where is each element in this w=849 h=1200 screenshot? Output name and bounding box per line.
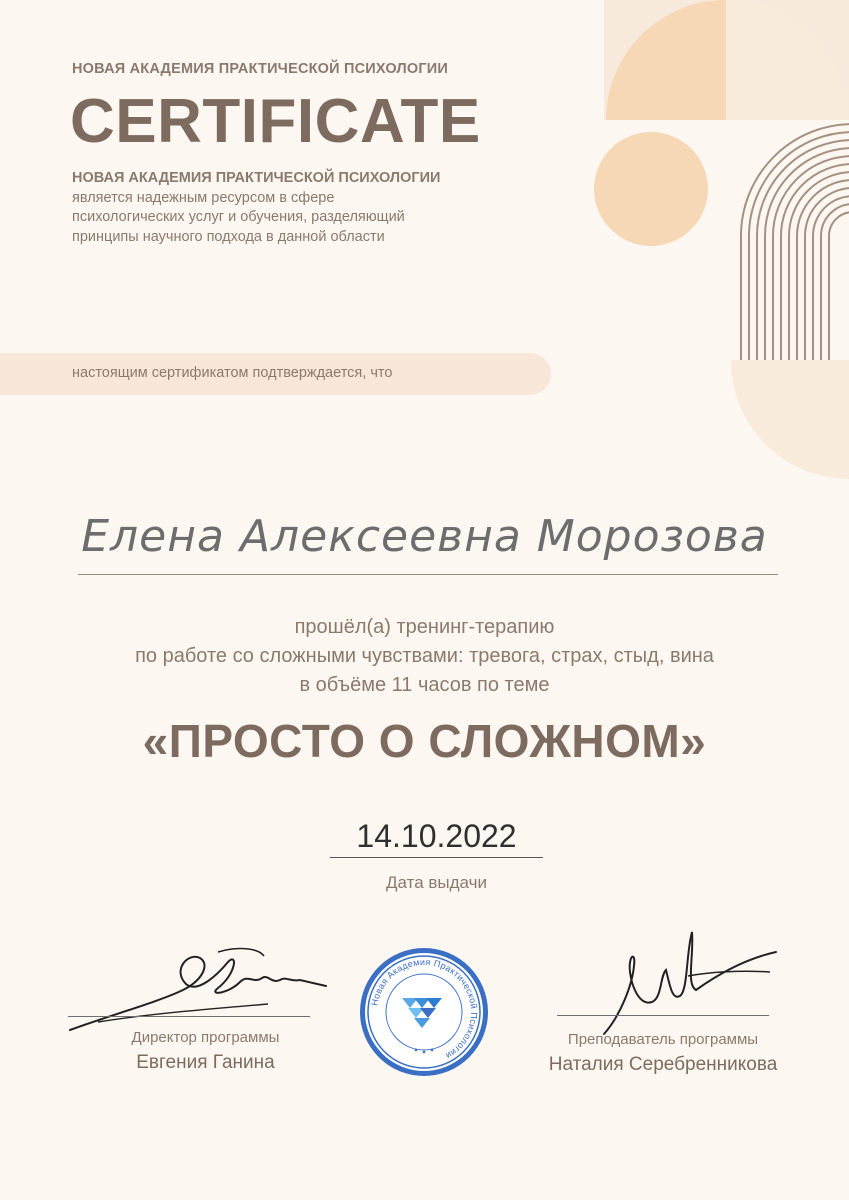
teacher-role: Преподаватель программы xyxy=(567,1031,759,1048)
certificate-title: CERTIFICATE xyxy=(70,87,481,156)
director-name: Евгения Ганина xyxy=(136,1052,275,1073)
course-line: в объёме 11 часов по теме xyxy=(299,674,550,696)
description-line: является надежным ресурсом в сфере xyxy=(72,189,335,206)
academy-seal xyxy=(358,946,490,1078)
teacher-sign-line xyxy=(557,1015,769,1016)
course-description xyxy=(0,613,849,700)
confirmation-text: настоящим сертификатом подтверждается, что xyxy=(72,365,393,381)
description-org-name: НОВАЯ АКАДЕМИЯ ПРАКТИЧЕСКОЙ ПСИХОЛОГИИ xyxy=(72,170,441,186)
issue-date-underline xyxy=(330,857,543,858)
director-signature xyxy=(68,944,333,1034)
description-line: принципы научного подхода в данной области xyxy=(72,228,385,245)
director-role: Директор программы xyxy=(131,1029,280,1046)
deco-bottom-quarter xyxy=(731,360,849,479)
course-line: по работе со сложными чувствами: тревога, страх, стыд, вина xyxy=(135,645,714,667)
course-title: «ПРОСТО О СЛОЖНОМ» xyxy=(142,715,707,767)
issue-date-label: Дата выдачи xyxy=(386,873,487,892)
recipient-name-underline xyxy=(78,574,778,575)
teacher-signature xyxy=(600,926,785,1036)
course-line: прошёл(а) тренинг-терапию xyxy=(294,616,555,638)
deco-circle xyxy=(594,132,708,246)
description-line: психологических услуг и обучения, разделяющий xyxy=(72,209,405,225)
teacher-name: Наталия Серебренникова xyxy=(548,1054,778,1075)
seal-text: Новая Академия Практической Психологии xyxy=(369,956,480,1062)
director-sign-line xyxy=(68,1016,310,1017)
organization-name: НОВАЯ АКАДЕМИЯ ПРАКТИЧЕСКОЙ ПСИХОЛОГИИ xyxy=(72,61,449,77)
organization-description xyxy=(72,169,512,247)
issue-date: 14.10.2022 xyxy=(356,818,517,854)
deco-arches xyxy=(741,124,849,360)
recipient-name: Елена Алексеевна Морозова xyxy=(81,511,768,562)
